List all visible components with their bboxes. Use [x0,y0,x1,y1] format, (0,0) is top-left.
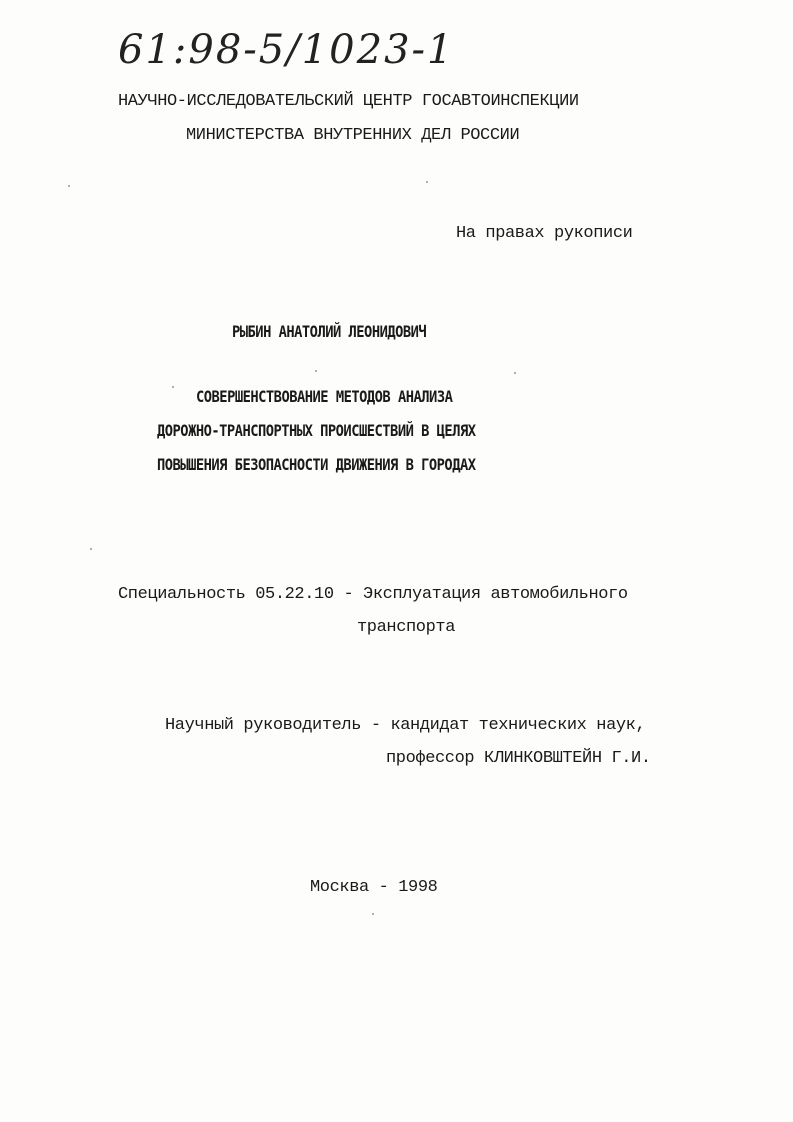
scan-speck [90,548,92,550]
specialty-line-1: Специальность 05.22.10 - Эксплуатация автомобильного [118,585,628,604]
scan-speck [172,386,174,388]
institution-line-2: МИНИСТЕРСТВА ВНУТРЕННИХ ДЕЛ РОССИИ [186,126,520,145]
title-line-2: ДОРОЖНО-ТРАНСПОРТНЫХ ПРОИСШЕСТВИЙ В ЦЕЛЯХ [157,421,476,440]
advisor-line-1: Научный руководитель - кандидат технических наук, [165,716,646,735]
place-and-year: Москва - 1998 [310,878,438,897]
title-line-3: ПОВЫШЕНИЯ БЕЗОПАСНОСТИ ДВИЖЕНИЯ В ГОРОДАХ [157,455,476,474]
scan-speck [426,181,428,183]
author-name: РЫБИН АНАТОЛИЙ ЛЕОНИДОВИЧ [232,322,427,341]
institution-line-1: НАУЧНО-ИССЛЕДОВАТЕЛЬСКИЙ ЦЕНТР ГОСАВТОИНСПЕКЦИИ [118,92,579,111]
handwritten-archive-code: 61:98-5/1023-1 [118,27,455,73]
title-line-1: СОВЕРШЕНСТВОВАНИЕ МЕТОДОВ АНАЛИЗА [196,387,453,406]
specialty-line-2: транспорта [357,618,456,637]
advisor-line-2: профессор КЛИНКОВШТЕЙН Г.И. [386,749,651,768]
scan-speck [372,913,374,915]
scan-speck [315,370,317,372]
scan-speck [514,372,516,374]
manuscript-note: На правах рукописи [456,224,633,243]
scan-speck [68,185,70,187]
